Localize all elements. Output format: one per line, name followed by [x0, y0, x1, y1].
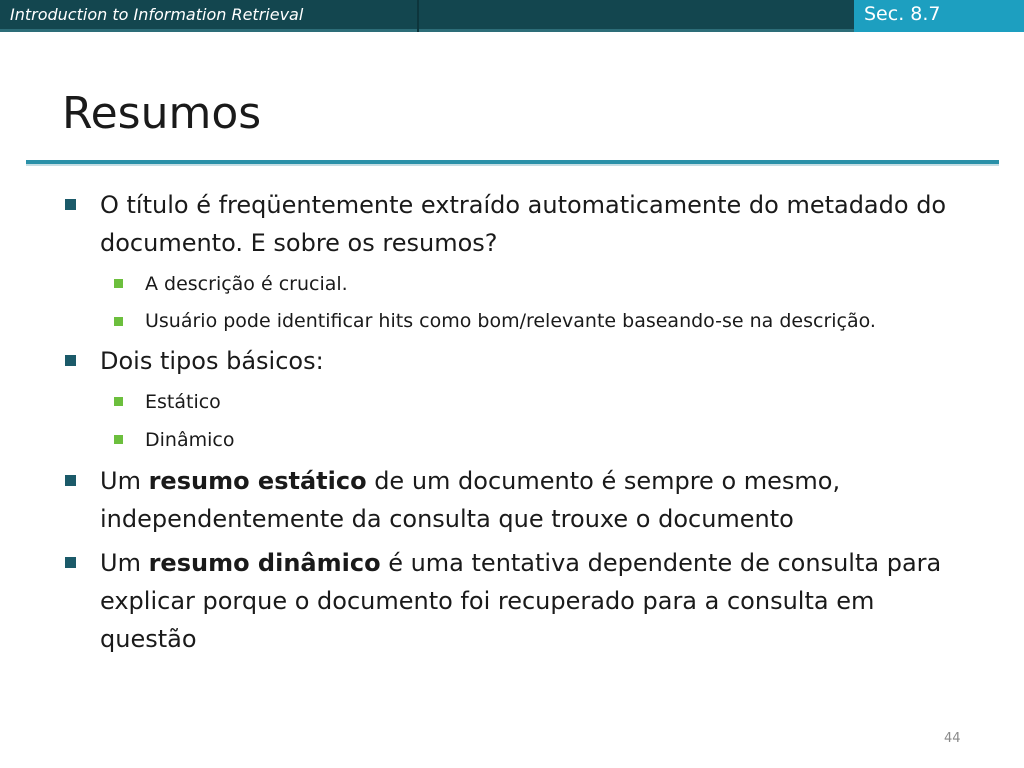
bullet-emphasis: resumo dinâmico: [148, 549, 381, 577]
bullet-text: Dois tipos básicos:: [100, 347, 324, 375]
square-bullet-icon: [65, 475, 76, 486]
bullet-item: [62, 462, 962, 538]
square-bullet-icon: [65, 355, 76, 366]
square-bullet-icon: [114, 435, 123, 444]
sub-bullet-item: [62, 424, 962, 456]
sub-bullet-item: [62, 306, 962, 336]
slide-content: [62, 186, 962, 664]
page-number: 44: [944, 731, 961, 746]
title-rule-shadow: [26, 164, 999, 166]
slide-title: Resumos: [62, 88, 262, 139]
bullet-text: O título é freqüentemente extraído automaticamente do metadado do documento. E sobre os resumos?: [100, 191, 947, 257]
square-bullet-icon: [114, 397, 123, 406]
sub-bullet-item: [62, 268, 962, 300]
bullet-text-prefix: Um: [100, 467, 149, 495]
header-divider: [417, 0, 419, 32]
bullet-item: [62, 186, 962, 262]
bullet-text-suffix: é uma tentativa dependente de consulta para explicar porque o documento foi recuperado para a consulta em questão: [100, 549, 942, 653]
square-bullet-icon: [65, 199, 76, 210]
bullet-text-suffix: de um documento é sempre o mesmo, independentemente da consulta que trouxe o documento: [100, 467, 841, 533]
bullet-item: [62, 342, 962, 380]
sub-bullet-text: Estático: [145, 391, 221, 413]
section-label: Sec. 8.7: [864, 3, 941, 25]
sub-bullet-text: Dinâmico: [145, 429, 235, 451]
bullet-text-prefix: Um: [100, 549, 149, 577]
sub-bullet-item: [62, 386, 962, 418]
square-bullet-icon: [114, 317, 123, 326]
course-title: Introduction to Information Retrieval: [10, 5, 304, 24]
section-box: [854, 0, 1024, 32]
square-bullet-icon: [65, 557, 76, 568]
square-bullet-icon: [114, 279, 123, 288]
header-bar: [0, 0, 1024, 32]
header-underline: [0, 29, 854, 32]
bullet-emphasis: resumo estático: [148, 467, 367, 495]
bullet-item: [62, 544, 962, 658]
sub-bullet-text: Usuário pode identificar hits como bom/relevante baseando-se na descrição.: [145, 310, 876, 332]
sub-bullet-text: A descrição é crucial.: [145, 273, 348, 295]
